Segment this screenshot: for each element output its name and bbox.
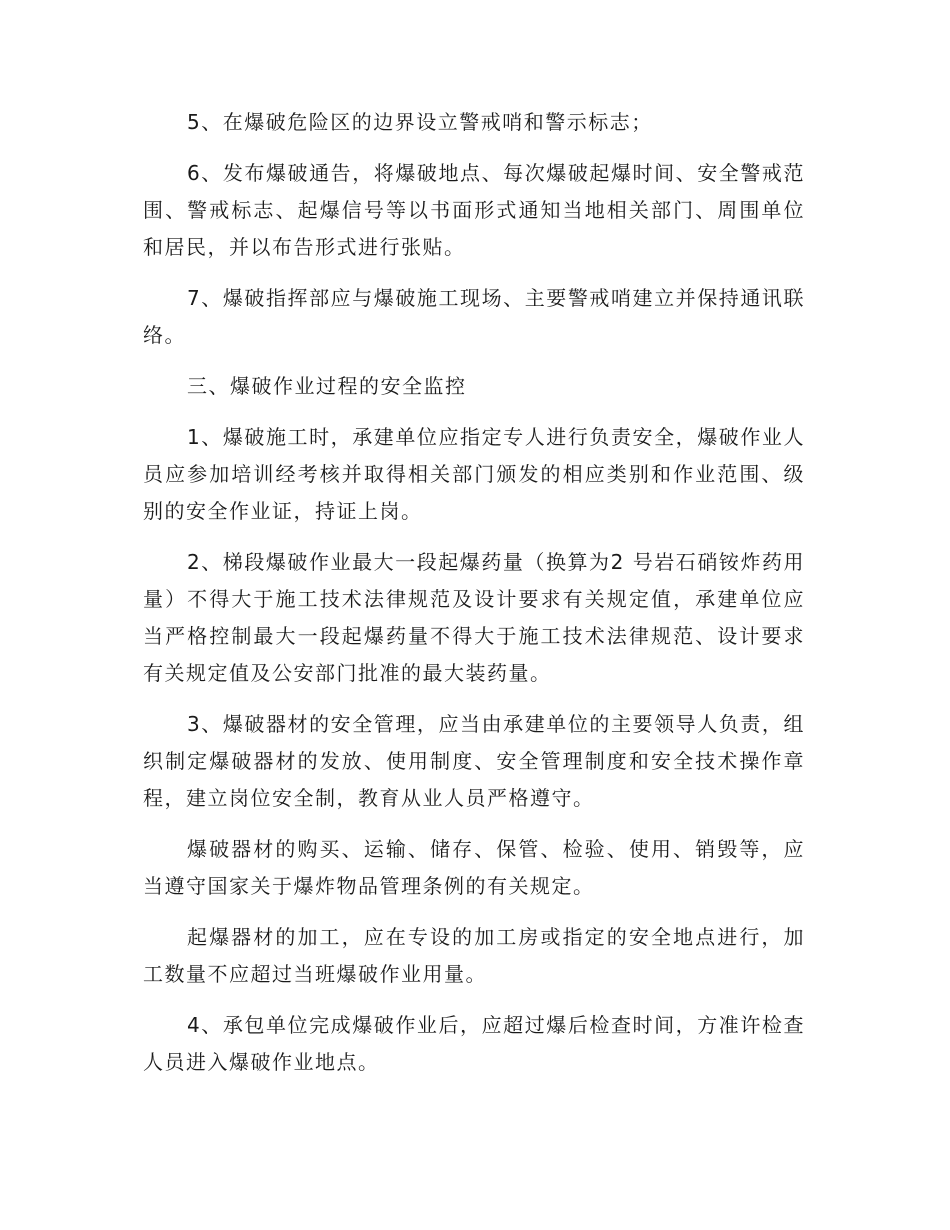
paragraph-item-4: 4、承包单位完成爆破作业后，应超过爆后检查时间，方准许检查人员进入爆破作业地点。 [143,1013,805,1074]
paragraph-item-3: 3、爆破器材的安全管理，应当由承建单位的主要领导人负责，组织制定爆破器材的发放、使用制度、安全管理制度和安全技术操作章程，建立岗位安全制，教育从业人员严格遵守。 [143,712,805,810]
document-body [143,104,805,1095]
paragraph-item-5: 5、在爆破危险区的边界设立警戒哨和警示标志； [187,110,653,134]
paragraph-item-6: 6、发布爆破通告，将爆破地点、每次爆破起爆时间、安全警戒范围、警戒标志、起爆信号等以书面形式通知当地相关部门、周围单位和居民，并以布告形式进行张贴。 [143,161,805,259]
paragraph-processing: 起爆器材的加工，应在专设的加工房或指定的安全地点进行，加工数量不应超过当班爆破作业用量。 [143,925,805,986]
paragraph-procurement: 爆破器材的购买、运输、储存、保管、检验、使用、销毁等，应当遵守国家关于爆炸物品管理条例的有关规定。 [143,837,805,898]
section-heading: 三、爆破作业过程的安全监控 [187,374,467,398]
paragraph-item-2: 2、梯段爆破作业最大一段起爆药量（换算为2 号岩石硝铵炸药用量）不得大于施工技术法律规范及设计要求有关规定值，承建单位应当严格控制最大一段起爆药量不得大于施工技术法律规范、设计要求有关规定值及公安部门批准的最大装药量。 [143,550,805,685]
paragraph-item-1: 1、爆破施工时，承建单位应指定专人进行负责安全，爆破作业人员应参加培训经考核并取得相关部门颁发的相应类别和作业范围、级别的安全作业证，持证上岗。 [143,425,805,523]
paragraph-item-7: 7、爆破指挥部应与爆破施工现场、主要警戒哨建立并保持通讯联络。 [143,286,805,347]
